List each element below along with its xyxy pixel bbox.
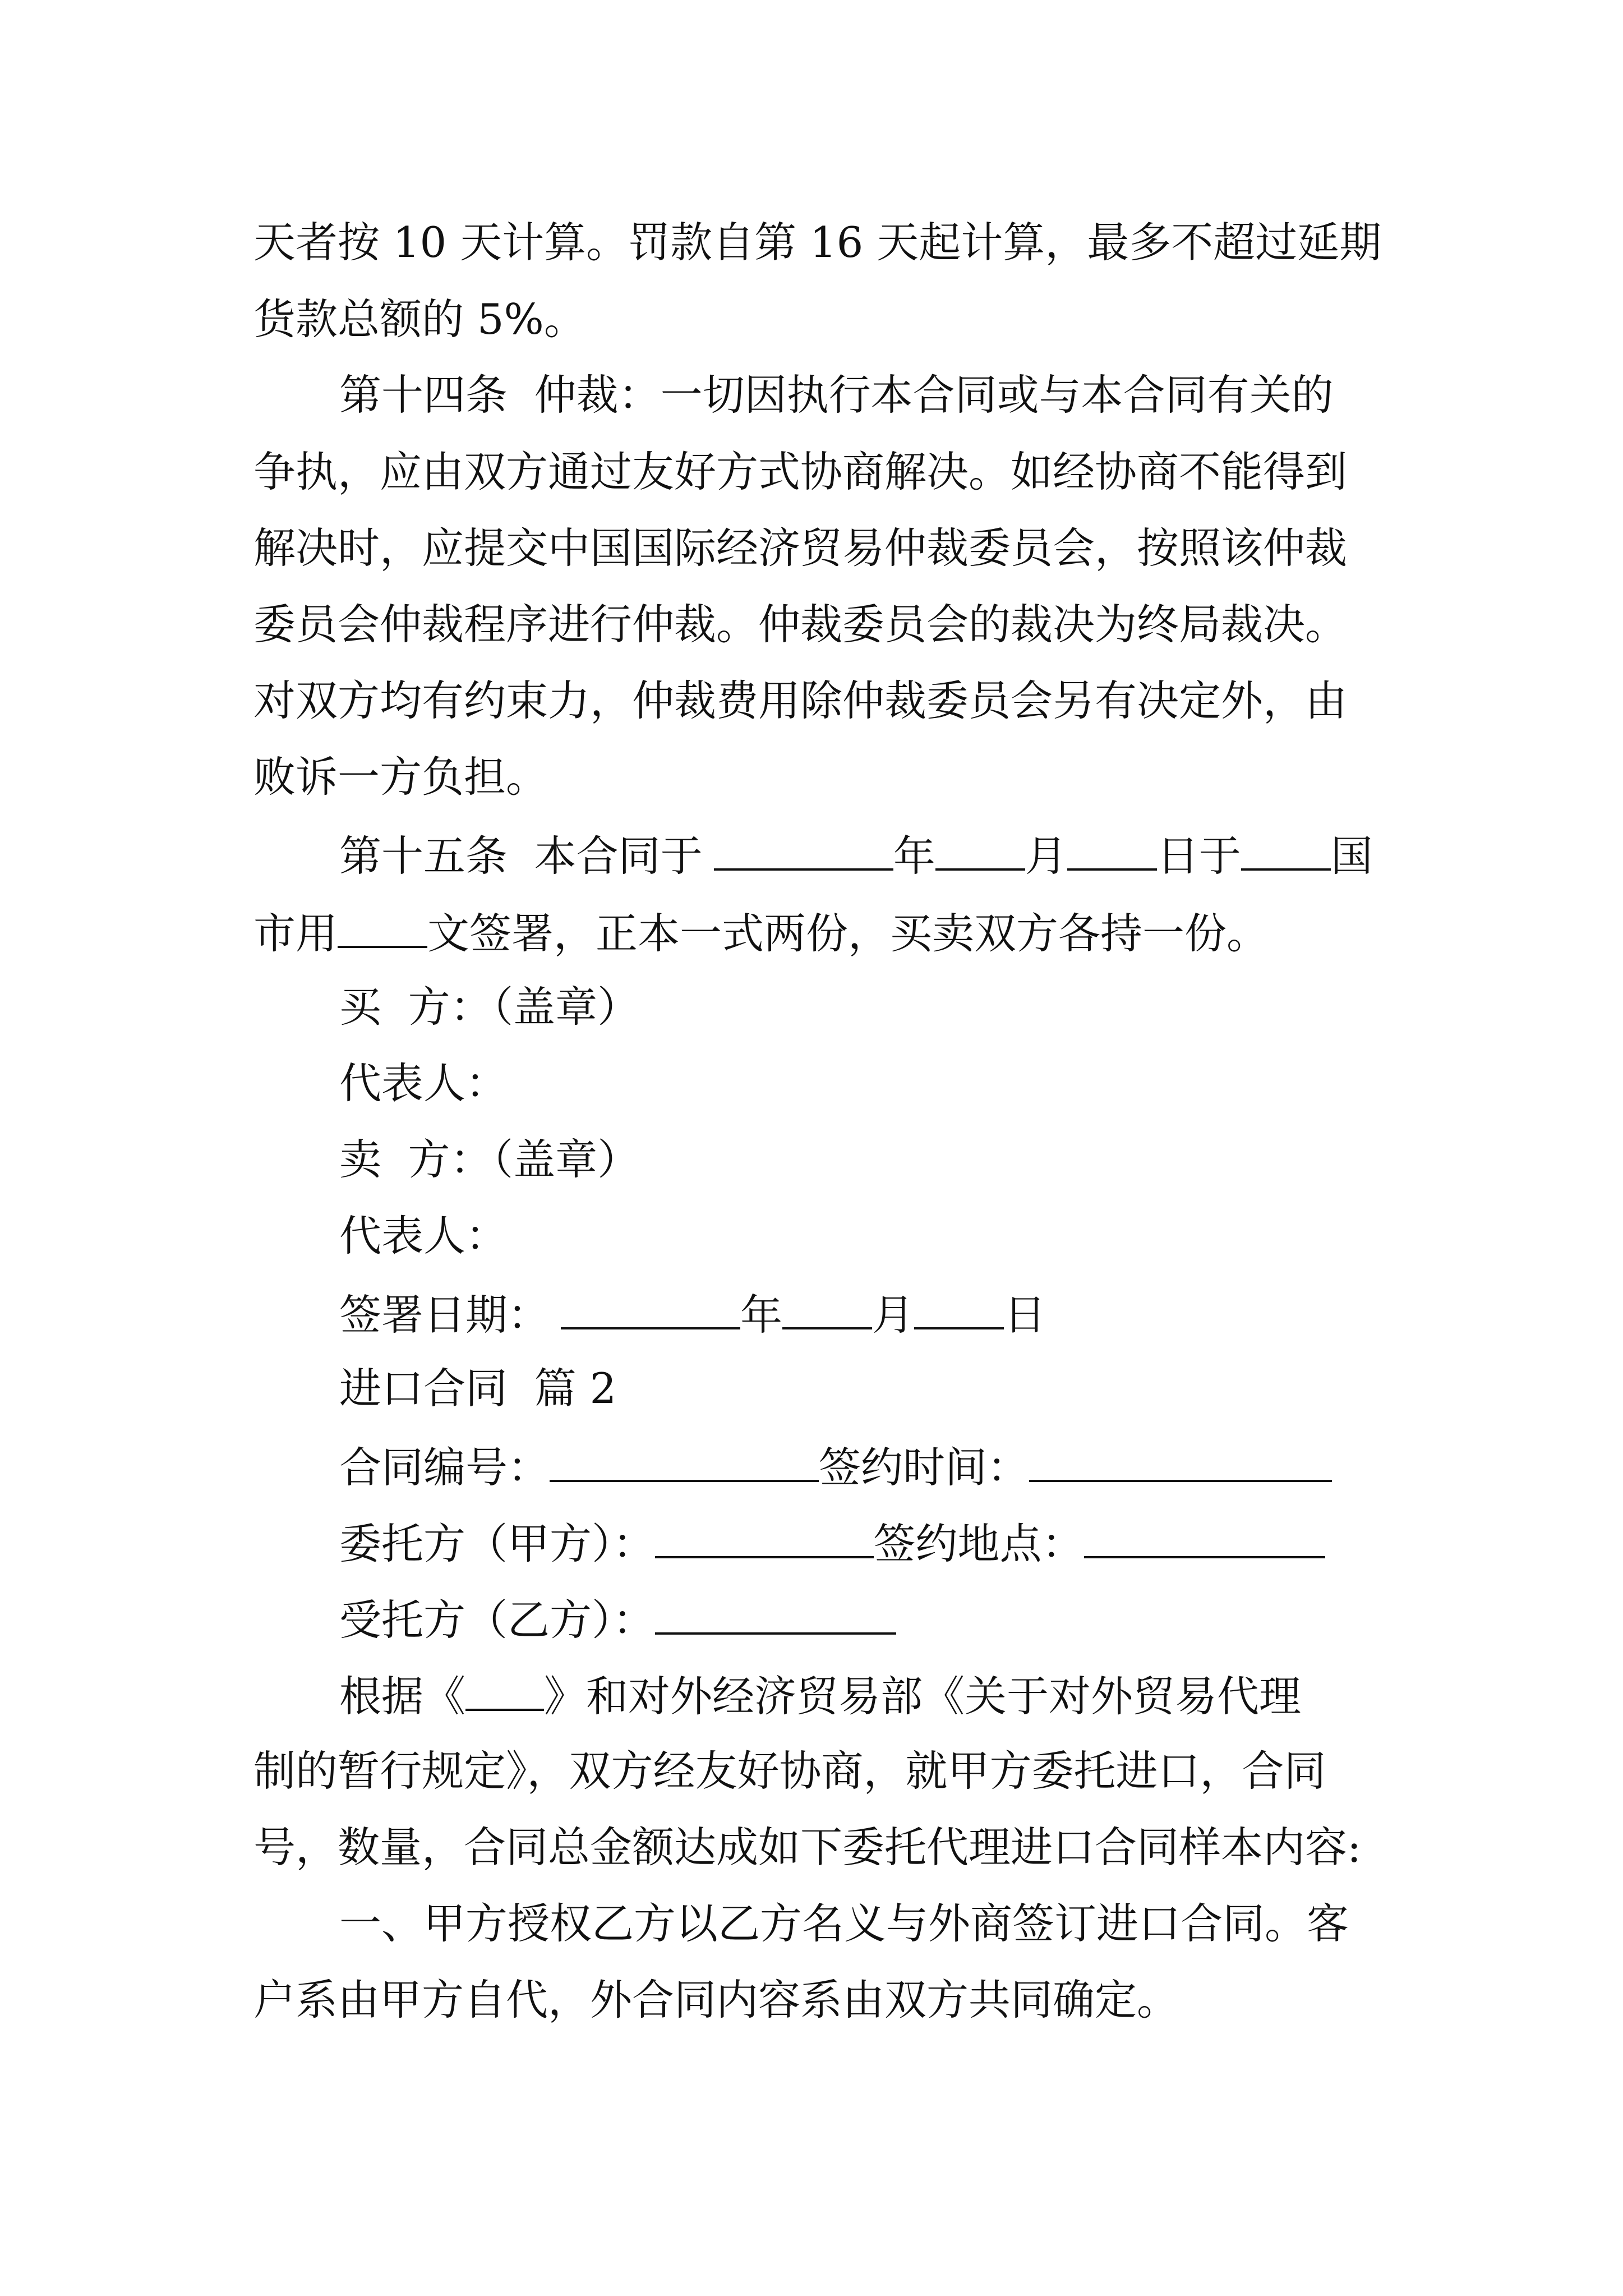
signing-day-label: 日 bbox=[1004, 1290, 1046, 1340]
day-blank bbox=[1067, 832, 1157, 871]
article-14-line-4: 委员会仲裁程序进行仲裁。仲裁委员会的裁决为终局裁决。 bbox=[253, 600, 1348, 649]
contract-2-title: 进口合同 篇 2 bbox=[339, 1364, 617, 1413]
year-blank bbox=[714, 832, 893, 871]
signing-date-line bbox=[339, 1290, 1046, 1340]
year-label: 年 bbox=[893, 831, 935, 881]
party-b-blank bbox=[655, 1596, 896, 1635]
article-15-line-1 bbox=[339, 831, 1373, 881]
article-14-line-5: 对双方均有约束力，仲裁费用除仲裁委员会另有决定外，由 bbox=[253, 676, 1348, 725]
signing-month-label: 月 bbox=[872, 1290, 915, 1340]
article-14-line-2: 争执，应由双方通过友好方式协商解决。如经协商不能得到 bbox=[253, 447, 1348, 496]
country-label: 国 bbox=[1330, 831, 1373, 881]
article-15-prefix: 第十五条 本合同于 bbox=[339, 831, 703, 881]
signing-year-blank bbox=[561, 1291, 740, 1329]
clause-1-line-2: 户系由甲方自代，外合同内容系由双方共同确定。 bbox=[253, 1975, 1179, 2024]
contract-number-label: 合同编号： bbox=[339, 1442, 550, 1492]
seller-representative: 代表人： bbox=[339, 1211, 508, 1260]
party-b-line bbox=[339, 1595, 896, 1645]
contract-number-blank bbox=[550, 1444, 819, 1482]
party-a-label: 委托方（甲方）： bbox=[339, 1519, 655, 1568]
city-label: 市用 bbox=[253, 908, 338, 958]
signing-date-label: 签署日期： bbox=[339, 1290, 550, 1340]
buyer-line: 买 方：（盖章） bbox=[339, 982, 640, 1032]
basis-line-1 bbox=[339, 1671, 1302, 1721]
basis-open: 根据《 bbox=[339, 1671, 466, 1721]
signing-place-label: 签约地点： bbox=[873, 1519, 1084, 1568]
article-15-line-2 bbox=[253, 908, 1269, 958]
article-14-line-1: 第十四条 仲裁：一切因执行本合同或与本合同有关的 bbox=[339, 370, 1334, 420]
party-b-label: 受托方（乙方）： bbox=[339, 1595, 655, 1645]
signing-time-blank bbox=[1029, 1444, 1332, 1482]
basis-line-2: 制的暂行规定》，双方经友好协商，就甲方委托进口，合同 bbox=[253, 1746, 1326, 1796]
signing-day-blank bbox=[914, 1291, 1004, 1329]
penalty-line-1: 天者按 10 天计算。罚款自第 16 天起计算，最多不超过延期 bbox=[253, 218, 1382, 267]
basis-line-3: 号，数量，合同总金额达成如下委托代理进口合同样本内容: bbox=[253, 1823, 1362, 1872]
article-14-line-3: 解决时，应提交中国国际经济贸易仲裁委员会，按照该仲裁 bbox=[253, 523, 1348, 573]
clause-1-line-1: 一、甲方授权乙方以乙方名义与外商签订进口合同。客 bbox=[339, 1899, 1349, 1948]
basis-rest: 》和对外经济贸易部《关于对外贸易代理 bbox=[544, 1671, 1302, 1721]
contract-number-line bbox=[339, 1442, 1332, 1492]
buyer-representative: 代表人： bbox=[339, 1059, 508, 1108]
party-a-blank bbox=[655, 1520, 874, 1558]
day-at-label: 日于 bbox=[1156, 831, 1241, 881]
law-name-blank bbox=[465, 1673, 544, 1711]
country-blank bbox=[1241, 832, 1331, 871]
party-a-line bbox=[339, 1519, 1325, 1568]
signing-place-blank bbox=[1084, 1520, 1325, 1558]
article-14-line-6: 败诉一方负担。 bbox=[253, 752, 548, 802]
month-blank bbox=[935, 832, 1025, 871]
penalty-line-2: 货款总额的 5%。 bbox=[253, 295, 586, 344]
signing-time-label: 签约时间： bbox=[819, 1442, 1030, 1492]
signing-month-blank bbox=[782, 1291, 872, 1329]
seller-line: 卖 方：（盖章） bbox=[339, 1135, 640, 1184]
article-15-tail: 文签署，正本一式两份，买卖双方各持一份。 bbox=[427, 908, 1269, 958]
signing-year-label: 年 bbox=[740, 1290, 783, 1340]
month-label: 月 bbox=[1025, 831, 1067, 881]
language-blank bbox=[338, 910, 427, 948]
